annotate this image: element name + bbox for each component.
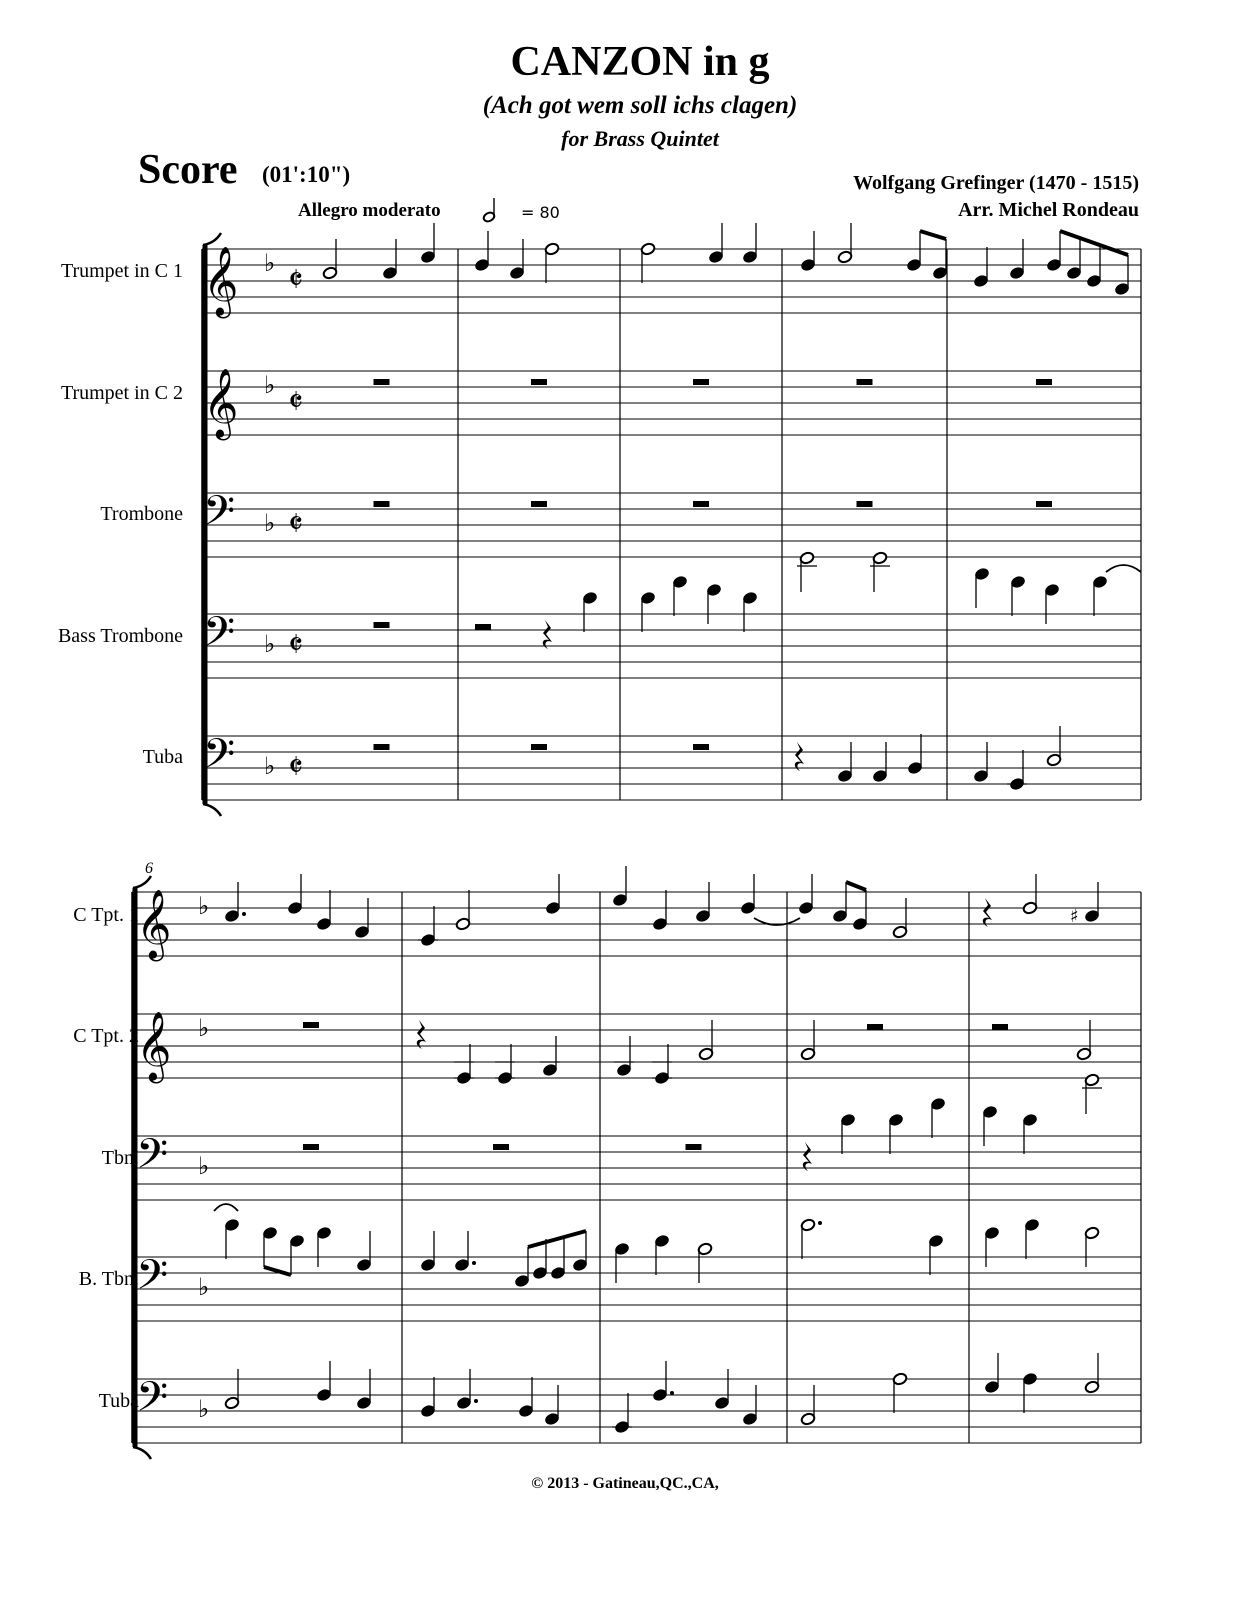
note: [1022, 1372, 1038, 1413]
note: [973, 742, 989, 783]
score-label: Score: [138, 147, 238, 193]
tempo-marking: Allegro moderato: [298, 200, 441, 221]
note: [982, 1105, 998, 1146]
note: [1092, 575, 1108, 616]
beam: [846, 882, 866, 890]
note: [316, 1361, 332, 1402]
note: [1086, 247, 1102, 288]
measure-number: 6: [145, 860, 153, 877]
quarter-rest: [417, 1020, 426, 1049]
dot: [472, 1261, 476, 1265]
flat-sign: ♭: [198, 1152, 210, 1180]
bass-clef-icon: 𝄢: [136, 1373, 169, 1431]
instrument-name: C Tpt. 1: [73, 904, 139, 926]
note: [454, 1044, 474, 1085]
note: [1066, 239, 1082, 280]
note: [356, 1231, 372, 1272]
dot: [474, 1399, 478, 1403]
note: [973, 247, 989, 288]
whole-rest: [1036, 501, 1052, 507]
note: [1084, 1226, 1100, 1267]
note: [928, 1234, 944, 1275]
score-subtitle: (Ach got wem soll ichs clagen): [482, 92, 798, 119]
tie: [1106, 565, 1141, 572]
note: [906, 231, 922, 272]
whole-rest: [857, 501, 873, 507]
note: [1044, 583, 1060, 624]
note: [798, 874, 814, 915]
note: [454, 1231, 476, 1272]
flat-sign: ♭: [198, 1014, 210, 1042]
note: [316, 890, 332, 931]
note: [582, 591, 598, 632]
sharp-sign: ♯: [1070, 906, 1079, 927]
whole-rest: [693, 501, 709, 507]
note: [572, 1231, 588, 1272]
whole-rest: [1036, 379, 1052, 385]
bass-clef-icon: 𝄢: [203, 730, 236, 788]
note: [974, 567, 990, 608]
whole-rest: [693, 379, 709, 385]
note: [932, 239, 948, 280]
note: [708, 223, 724, 264]
beam: [264, 1267, 291, 1275]
note: [544, 1385, 560, 1426]
note: [1084, 882, 1100, 923]
note: [356, 1369, 372, 1410]
note: [474, 231, 490, 272]
dot: [242, 912, 246, 916]
note: [1010, 575, 1026, 616]
note: [800, 1218, 822, 1259]
flat-sign: ♭: [198, 1395, 210, 1423]
note: [224, 1218, 240, 1259]
note: [742, 223, 758, 264]
note: [837, 223, 853, 264]
whole-rest: [374, 501, 390, 507]
note: [907, 734, 923, 775]
note: [892, 898, 908, 939]
note: [697, 1242, 713, 1283]
note: [550, 1239, 566, 1280]
beam: [528, 1231, 586, 1247]
cut-time-icon: 𝄵: [288, 260, 304, 300]
whole-rest: [303, 1022, 319, 1028]
note: [316, 1226, 332, 1267]
quarter-rest: [543, 620, 552, 649]
note: [262, 1226, 278, 1267]
note: [509, 239, 525, 280]
bass-clef-icon: 𝄢: [136, 1130, 169, 1188]
note: [456, 1369, 478, 1410]
bass-clef-icon: 𝄢: [203, 487, 236, 545]
bracket-top: [133, 876, 151, 888]
whole-rest: [303, 1144, 319, 1150]
bracket-bottom: [133, 1447, 151, 1459]
quarter-rest: [795, 742, 804, 771]
beam: [920, 231, 946, 239]
note: [614, 1036, 634, 1077]
composer: Wolfgang Grefinger (1470 - 1515): [853, 172, 1139, 194]
whole-rest: [693, 744, 709, 750]
note: [672, 575, 688, 616]
instrument-name: Tuba: [142, 746, 183, 768]
instrument-name: Trumpet in C 2: [60, 382, 183, 404]
instrumentation: for Brass Quintet: [561, 126, 719, 151]
instrument-name: Bass Trombone: [57, 625, 183, 647]
note: [742, 591, 758, 632]
note: [1022, 1113, 1038, 1154]
half-rest: [475, 624, 491, 630]
note: [888, 1113, 904, 1154]
note: [495, 1044, 515, 1085]
note: [1046, 726, 1062, 767]
bracket-bottom: [203, 804, 221, 816]
score-title: CANZON in g: [510, 39, 770, 85]
note: [224, 1369, 240, 1410]
note: [420, 223, 436, 264]
tie: [214, 1204, 238, 1211]
note: [652, 1361, 674, 1402]
arranger: Arr. Michel Rondeau: [958, 199, 1139, 221]
flat-sign: ♭: [264, 371, 276, 399]
cut-time-icon: 𝄵: [288, 382, 304, 422]
note: [640, 591, 656, 632]
note: [1007, 750, 1027, 791]
flat-sign: ♭: [264, 752, 276, 780]
note: [514, 1247, 530, 1288]
note: [420, 1377, 436, 1418]
flat-sign: ♭: [198, 892, 210, 920]
treble-clef-icon: 𝄞: [203, 246, 239, 316]
note: [420, 1231, 436, 1272]
bracket-top: [203, 233, 221, 245]
note: [652, 890, 668, 931]
note: [1046, 231, 1062, 272]
instrument-name: B. Tbn.: [78, 1268, 139, 1290]
note: [654, 1234, 670, 1275]
instrument-name: Tbn.: [101, 1147, 139, 1169]
copyright: © 2013 - Gatineau,QC.,CA,: [531, 1475, 719, 1492]
dot: [670, 1391, 674, 1395]
note: [695, 882, 711, 923]
note: [418, 906, 438, 947]
note: [652, 1044, 672, 1085]
note: [832, 882, 848, 923]
note: [698, 1020, 714, 1061]
treble-clef-icon: 𝄞: [136, 1011, 172, 1081]
half-rest: [992, 1024, 1008, 1030]
flat-sign: ♭: [198, 1273, 210, 1301]
quarter-rest: [983, 898, 992, 927]
whole-rest: [531, 379, 547, 385]
whole-rest: [686, 1144, 702, 1150]
instrument-name: Tuba: [98, 1390, 139, 1412]
note: [892, 1372, 908, 1413]
note: [740, 874, 756, 915]
treble-clef-icon: 𝄞: [136, 889, 172, 959]
note: [322, 239, 338, 280]
note: [837, 742, 853, 783]
whole-rest: [374, 379, 390, 385]
whole-rest: [493, 1144, 509, 1150]
flat-sign: ♭: [264, 630, 276, 658]
duration: (01':10"): [262, 162, 351, 187]
half-rest: [867, 1024, 883, 1030]
flat-sign: ♭: [264, 249, 276, 277]
whole-rest: [531, 501, 547, 507]
note: [612, 866, 628, 907]
note: [544, 242, 560, 283]
note: [1076, 1020, 1092, 1061]
note: [714, 1369, 730, 1410]
note: [455, 890, 471, 931]
note: [800, 231, 816, 272]
note: [984, 1353, 1000, 1394]
tempo-value: = 80: [521, 203, 560, 222]
note: [289, 1234, 305, 1275]
note: [984, 1226, 1000, 1267]
instrument-name: Trombone: [100, 503, 183, 525]
treble-clef-icon: 𝄞: [203, 368, 239, 438]
instrument-name: Trumpet in C 1: [60, 260, 183, 282]
note: [224, 882, 246, 923]
note: [1084, 1353, 1100, 1394]
note: [742, 1385, 758, 1426]
beam: [1060, 231, 1128, 255]
note: [287, 874, 303, 915]
note: [640, 242, 656, 283]
quarter-rest: [803, 1142, 812, 1171]
note: [852, 890, 868, 931]
flat-sign: ♭: [264, 509, 276, 537]
note: [800, 1020, 816, 1061]
note: [930, 1097, 946, 1138]
cut-time-icon: 𝄵: [288, 504, 304, 544]
whole-rest: [374, 622, 390, 628]
note: [382, 239, 398, 280]
note: [1082, 1073, 1102, 1114]
note: [706, 583, 722, 624]
bass-clef-icon: 𝄢: [136, 1251, 169, 1309]
note: [545, 874, 561, 915]
cut-time-icon: 𝄵: [288, 747, 304, 787]
note: [1009, 239, 1025, 280]
note: [1024, 1218, 1040, 1259]
note: [1114, 255, 1130, 296]
whole-rest: [857, 379, 873, 385]
note: [614, 1242, 630, 1283]
whole-rest: [374, 744, 390, 750]
note: [518, 1377, 534, 1418]
note: [840, 1113, 856, 1154]
note: [354, 898, 370, 939]
whole-rest: [531, 744, 547, 750]
note: [872, 742, 888, 783]
note: [612, 1393, 632, 1434]
note: [1022, 874, 1038, 915]
note: [540, 1036, 560, 1077]
cut-time-icon: 𝄵: [288, 625, 304, 665]
instrument-name: C Tpt. 2: [73, 1025, 139, 1047]
bass-clef-icon: 𝄢: [203, 608, 236, 666]
dot: [818, 1221, 822, 1225]
note: [800, 1385, 816, 1426]
